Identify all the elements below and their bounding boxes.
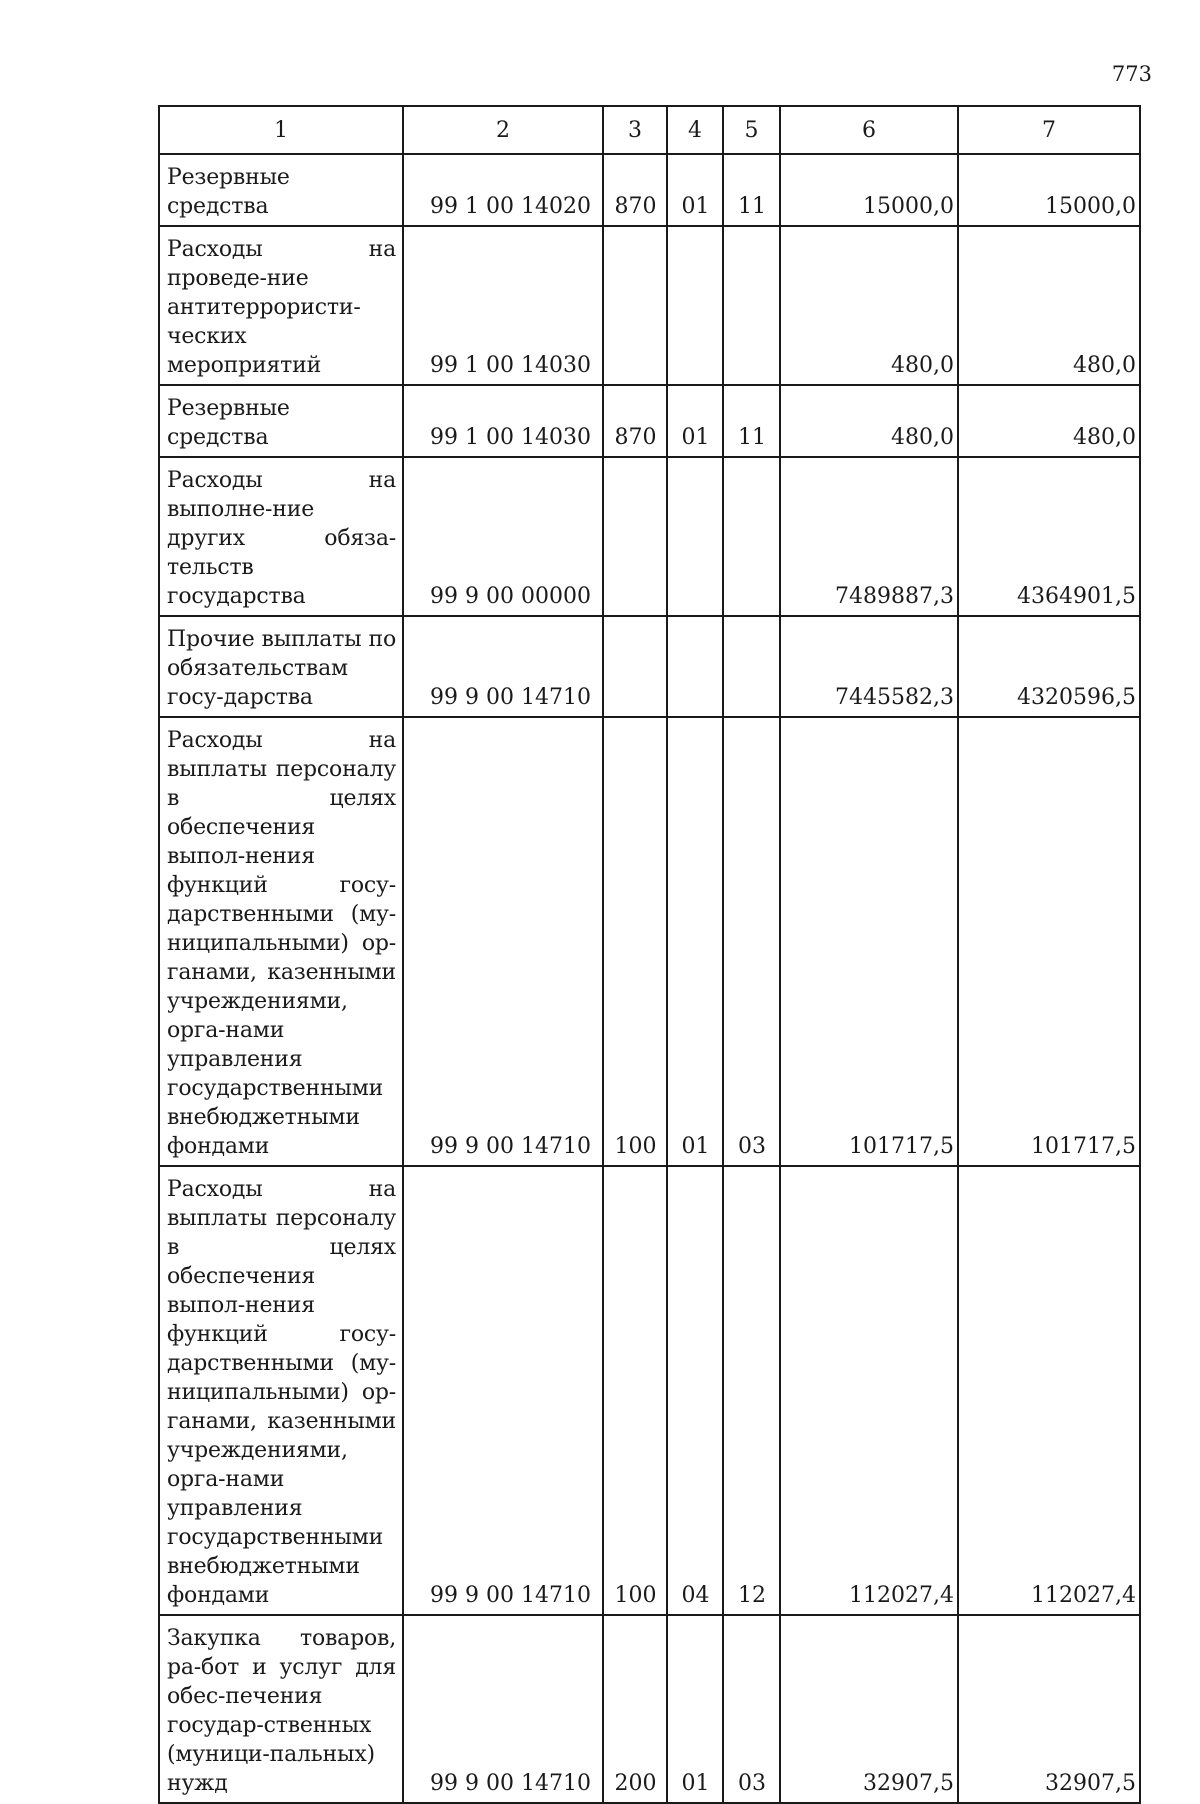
expense-type-cell: 870 [603,385,667,457]
column-header: 4 [667,106,723,154]
expense-type-cell: 870 [603,154,667,226]
column-header: 5 [723,106,780,154]
section-cell: 01 [667,385,723,457]
target-code-cell: 99 9 00 14710 [403,1615,603,1803]
target-code-cell: 99 1 00 14030 [403,385,603,457]
amount-col7-cell: 32907,5 [958,1615,1140,1803]
page-number: 773 [1111,62,1152,86]
amount-col6-cell: 15000,0 [780,154,958,226]
amount-col7-cell: 480,0 [958,385,1140,457]
expense-name-cell: Закупка товаров, ра-бот и услуг для обес-печения государ-ственных (муници-пальных) нужд [159,1615,403,1803]
table-row [159,1166,1140,1615]
target-code-cell: 99 9 00 14710 [403,616,603,717]
column-header: 6 [780,106,958,154]
amount-col6-cell: 480,0 [780,226,958,385]
table-header-row [159,106,1140,154]
subsection-cell: 11 [723,154,780,226]
expense-type-cell: 200 [603,1615,667,1803]
expense-type-cell: 100 [603,1166,667,1615]
column-header: 2 [403,106,603,154]
expense-name-cell: Расходы на выплаты персоналу в целях обеспечения выпол-нения функций госу-дарственными (му-ниципальными) ор-ганами, казенными учреждениями, орга-нами управления государственными внебюджетными фондами [159,1166,403,1615]
table-row [159,385,1140,457]
section-cell [667,226,723,385]
table-row [159,457,1140,616]
table-row [159,616,1140,717]
expense-name-cell: Расходы на выполне-ние других обяза-тельств государства [159,457,403,616]
expense-name-cell: Резервные средства [159,385,403,457]
section-cell [667,616,723,717]
expense-name-cell: Прочие выплаты по обязательствам госу-дарства [159,616,403,717]
target-code-cell: 99 1 00 14020 [403,154,603,226]
amount-col7-cell: 15000,0 [958,154,1140,226]
column-header: 1 [159,106,403,154]
amount-col7-cell: 480,0 [958,226,1140,385]
subsection-cell: 11 [723,385,780,457]
target-code-cell: 99 9 00 14710 [403,1166,603,1615]
subsection-cell [723,226,780,385]
amount-col7-cell: 4364901,5 [958,457,1140,616]
section-cell: 04 [667,1166,723,1615]
target-code-cell: 99 9 00 14710 [403,717,603,1166]
amount-col7-cell: 4320596,5 [958,616,1140,717]
section-cell: 01 [667,717,723,1166]
subsection-cell [723,457,780,616]
column-header: 7 [958,106,1140,154]
amount-col7-cell: 112027,4 [958,1166,1140,1615]
amount-col6-cell: 480,0 [780,385,958,457]
section-cell: 01 [667,154,723,226]
amount-col6-cell: 7489887,3 [780,457,958,616]
amount-col6-cell: 112027,4 [780,1166,958,1615]
section-cell [667,457,723,616]
subsection-cell [723,616,780,717]
amount-col6-cell: 32907,5 [780,1615,958,1803]
section-cell: 01 [667,1615,723,1803]
table-row [159,717,1140,1166]
table-row [159,1615,1140,1803]
subsection-cell: 03 [723,1615,780,1803]
target-code-cell: 99 1 00 14030 [403,226,603,385]
column-header: 3 [603,106,667,154]
target-code-cell: 99 9 00 00000 [403,457,603,616]
table-row [159,226,1140,385]
expense-type-cell: 100 [603,717,667,1166]
expense-type-cell [603,616,667,717]
table-row [159,154,1140,226]
subsection-cell: 12 [723,1166,780,1615]
expense-type-cell [603,457,667,616]
amount-col6-cell: 101717,5 [780,717,958,1166]
expense-type-cell [603,226,667,385]
expense-name-cell: Резервные средства [159,154,403,226]
expense-name-cell: Расходы на выплаты персоналу в целях обеспечения выпол-нения функций госу-дарственными (му-ниципальными) ор-ганами, казенными учреждениями, орга-нами управления государственными внебюджетными фондами [159,717,403,1166]
amount-col6-cell: 7445582,3 [780,616,958,717]
expense-name-cell: Расходы на проведе-ние антитеррористи-ческих мероприятий [159,226,403,385]
subsection-cell: 03 [723,717,780,1166]
budget-table [158,105,1141,1804]
amount-col7-cell: 101717,5 [958,717,1140,1166]
